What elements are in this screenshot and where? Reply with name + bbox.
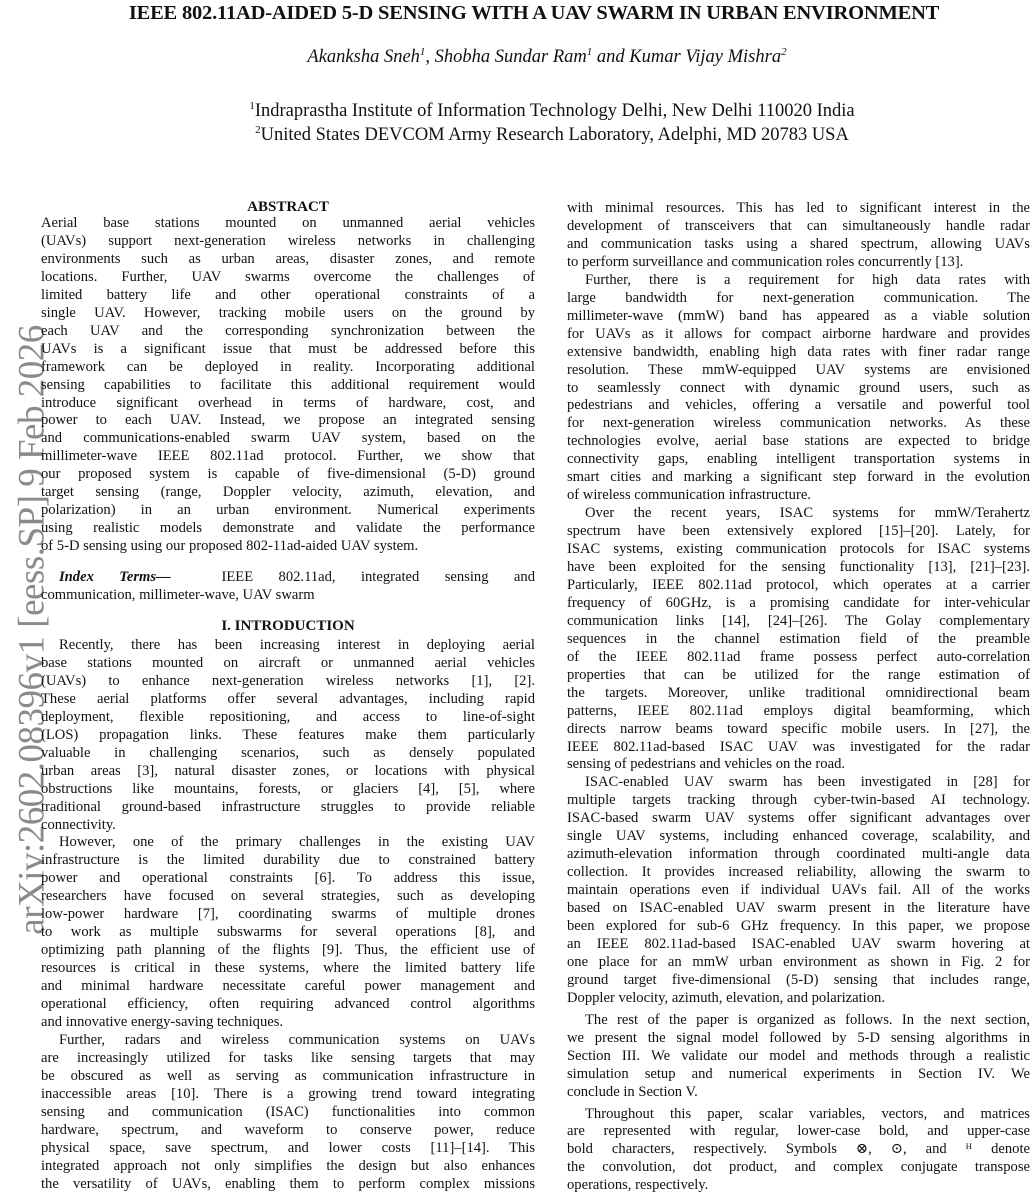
text-line: bold characters, respectively. Symbols ⊗, ⊙, and ᴴ denote xyxy=(567,1141,1030,1158)
text-line: to perform surveillance and communication roles concurrently [13]. xyxy=(567,253,964,270)
text-line: operations, respectively. xyxy=(567,1177,709,1194)
text-line: are increasingly utilized for tasks like sensing targets that may xyxy=(41,1049,535,1066)
text-line: development of transceivers that can simultaneously handle radar xyxy=(567,217,1030,234)
text-line: and communications-enabled swarm UAV system, based on the xyxy=(41,430,535,447)
text-line: introduce significant overhead in terms of hardware, cost, and xyxy=(41,394,535,411)
text-line: Over the recent years, ISAC systems for mmW/Terahertz xyxy=(585,505,1030,522)
text-line: and communication tasks using a shared spectrum, allowing UAVs xyxy=(567,235,1030,252)
text-line: and innovative energy-saving techniques. xyxy=(41,1013,284,1030)
paper-title: IEEE 802.11AD-AIDED 5-D SENSING WITH A UAV SWARM IN URBAN ENVIRONMENT xyxy=(128,2,940,24)
text-line: valuable in challenging scenarios, such as densely populated xyxy=(41,744,535,761)
text-line: frequency of 60GHz, is a promising candidate for inter-vehicular xyxy=(567,594,1030,611)
text-line: be obscured as well as serving as communication infrastructure in xyxy=(41,1067,535,1084)
text-line: sensing capabilities to facilitate this additional requirement would xyxy=(41,376,535,393)
author-affil-marker: 1 xyxy=(586,46,593,58)
text-line: with minimal resources. This has led to significant interest in the xyxy=(567,200,1030,216)
text-line: an IEEE 802.11ad-based ISAC-enabled UAV swarm hovering at xyxy=(567,935,1030,952)
text-line: environments such as urban areas, disaster zones, and remote xyxy=(41,250,535,267)
text-line: and minimal hardware necessitate careful power management and xyxy=(41,978,535,995)
text-line: ISAC-enabled UAV swarm has been investigated in [28] for xyxy=(585,774,1030,791)
text-line: directs narrow beams toward specific mobile users. In [27], the xyxy=(567,720,1030,737)
text-line: Section III. We validate our model and methods through a realistic xyxy=(567,1047,1030,1064)
text-line: technologies evolve, aerial base stations are expected to bridge xyxy=(567,433,1030,450)
text-line: sequences in the channel estimation field of the preamble xyxy=(567,630,1030,647)
text-line: optimizing path planning of the flights [9]. Thus, the efficient use of xyxy=(41,942,535,959)
author-affil-marker: 1 xyxy=(419,46,426,58)
text-line: single UAV systems, including enhanced coverage, scalability, and xyxy=(567,828,1030,845)
text-line: using realistic models demonstrate and validate the performance xyxy=(41,520,535,537)
text-line: to seamlessly connect with dynamic ground users, such as xyxy=(567,379,1030,396)
text-line: ISAC systems, existing communication protocols for ISAC systems xyxy=(567,541,1030,558)
text-line: multiple targets tracking through cyber-twin-based AI technology. xyxy=(567,792,1030,809)
text-line: The rest of the paper is organized as follows. In the next section, xyxy=(585,1011,1030,1028)
text-line: conclude in Section V. xyxy=(567,1083,698,1100)
affiliation-marker: 1 xyxy=(249,100,255,112)
text-line: the targets. Moreover, unlike traditional omnidirectional beam xyxy=(567,684,1030,701)
section-heading-introduction: I. INTRODUCTION xyxy=(221,618,355,634)
text-line: deployment, flexible repositioning, and access to line-of-sight xyxy=(41,708,535,725)
text-line: power to each UAV. Instead, we propose an integrated sensing xyxy=(41,412,535,429)
text-line: connectivity. xyxy=(41,816,116,833)
text-line: of wireless communication infrastructure. xyxy=(567,487,811,504)
text-line: collection. It provides increased reliability, allowing the swarm to xyxy=(567,864,1030,881)
text-line: the versatility of UAVs, enabling them to perform complex missions xyxy=(41,1175,535,1192)
text-line: of the IEEE 802.11ad frame possess perfect auto-correlation xyxy=(567,648,1030,665)
author-affil-marker: 2 xyxy=(781,46,787,58)
text-line: hardware, spectrum, and waveform to conserve power, reduce xyxy=(41,1121,535,1138)
text-line: we present the signal model followed by 5-D sensing algorithms in xyxy=(567,1029,1030,1046)
text-line: Aerial base stations mounted on unmanned aerial vehicles xyxy=(41,215,535,231)
left-column xyxy=(41,0,535,1200)
text-line: framework can be deployed in reality. Incorporating additional xyxy=(41,358,535,375)
text-line: inaccessible areas [10]. There is a growing trend toward integrating xyxy=(41,1085,535,1102)
text-line: have been exploited for the sensing functionality [13], [21]–[23]. xyxy=(567,559,1030,575)
arxiv-identifier: arXiv:2602.08396v1 [eess.SP] 9 Feb 2026 xyxy=(11,325,53,935)
text-line: low-power hardware [7], coordinating swarms of multiple drones xyxy=(41,906,535,923)
author-separator: , xyxy=(425,47,435,68)
text-line: However, one of the primary challenges in the existing UAV xyxy=(59,834,535,851)
text-line: to work as multiple subswarms for several operations [8], and xyxy=(41,924,535,941)
text-line: locations. Further, UAV swarms overcome the challenges of xyxy=(41,268,535,285)
text-line: of 5-D sensing using our proposed 802-11ad-aided UAV system. xyxy=(41,538,419,555)
text-line: large bandwidth for next-generation communication. The xyxy=(567,289,1030,306)
text-line: (UAVs) to enhance next-generation wireless networks [1], [2]. xyxy=(41,672,535,689)
text-line: been explored for sub-6 GHz frequency. In this paper, we propose xyxy=(567,918,1030,934)
text-line: patterns, IEEE 802.11ad employs digital beamforming, which xyxy=(567,702,1030,719)
text-line: ISAC-based swarm UAV systems offer significant advantages over xyxy=(567,810,1030,827)
right-column xyxy=(567,0,1030,1200)
text-line: target sensing (range, Doppler velocity, azimuth, elevation, and xyxy=(41,484,535,501)
text-line: infrastructure is the limited durability due to constrained battery xyxy=(41,852,535,869)
author-name: Akanksha Sneh xyxy=(307,47,420,68)
text-line: Particularly, IEEE 802.11ad protocol, which operates at a carrier xyxy=(567,576,1030,593)
text-line: based on ISAC-enabled UAV swarm present in the literature have xyxy=(567,900,1030,917)
text-line: UAVs is a significant issue that must be addressed before this xyxy=(41,340,535,357)
text-line: one place for an mmW urban environment as shown in Fig. 2 for xyxy=(567,953,1030,970)
text-line: for next-generation wireless communication networks. As these xyxy=(567,415,1030,432)
text-line: azimuth-elevation information through coordinated multi-angle data xyxy=(567,846,1030,863)
text-line: sensing of pedestrians and vehicles on the road. xyxy=(567,756,846,773)
text-line: resources is critical in these systems, where the limited battery life xyxy=(41,960,535,977)
text-line: the convolution, dot product, and complex conjugate transpose xyxy=(567,1159,1030,1176)
text-line: obstructions like mountains, forests, or glaciers [4], [5], where xyxy=(41,780,535,797)
text-line: Further, there is a requirement for high data rates with xyxy=(585,271,1030,288)
text-line: properties that can be utilized for the range estimation of xyxy=(567,666,1030,683)
text-line: operational efficiency, often requiring advanced control algorithms xyxy=(41,996,535,1012)
text-line: single UAV. However, tracking mobile users on the ground by xyxy=(41,304,535,321)
text-line: resolution. These mmW-equipped UAV systems are envisioned xyxy=(567,361,1030,378)
affiliation-text: United States DEVCOM Army Research Laboratory, Adelphi, MD 20783 USA xyxy=(260,125,849,146)
text-line: pedestrians and vehicles, offering a versatile and powerful tool xyxy=(567,397,1030,414)
index-terms-text: IEEE 802.11ad, integrated sensing and xyxy=(221,569,535,585)
text-line: smart cities and marking a significant step forward in the evolution xyxy=(567,469,1030,486)
abstract-heading: ABSTRACT xyxy=(247,199,329,215)
affiliation-marker: 2 xyxy=(255,124,261,136)
text-line: (LOS) propagation links. These features make them particularly xyxy=(41,726,535,743)
text-line: limited battery life and other operational constraints of a xyxy=(41,286,535,303)
text-line: traditional ground-based infrastructure struggles to provide reliable xyxy=(41,798,535,815)
text-line: ground target five-dimensional (5-D) sensing that includes range, xyxy=(567,971,1030,988)
text-line: spectrum have been extensively explored [15]–[20]. Lately, for xyxy=(567,523,1030,540)
text-line: urban areas [3], natural disaster zones, or locations with physical xyxy=(41,762,535,779)
text-line: These aerial platforms offer several advantages, including rapid xyxy=(41,690,535,707)
text-line: power and operational constraints [6]. To address this issue, xyxy=(41,870,535,887)
text-line: physical space, save spectrum, and lower costs [11]–[14]. This xyxy=(41,1139,535,1156)
author-separator: and xyxy=(592,47,630,68)
text-line: maintain operations even if individual UAVs fail. All of the works xyxy=(567,882,1030,899)
text-line: are represented with regular, lower-case bold, and upper-case xyxy=(567,1123,1030,1140)
text-line: our proposed system is capable of five-dimensional (5-D) ground xyxy=(41,466,535,483)
text-line: Further, radars and wireless communication systems on UAVs xyxy=(59,1031,535,1048)
text-line: integrated approach not only simplifies the design but also enhances xyxy=(41,1157,535,1174)
text-line: IEEE 802.11ad-based ISAC UAV was investigated for the radar xyxy=(567,738,1030,755)
text-line: Throughout this paper, scalar variables, vectors, and matrices xyxy=(585,1105,1030,1122)
text-line: communication links [14], [24]–[26]. The Golay complementary xyxy=(567,612,1030,629)
text-line: base stations mounted on aircraft or unmanned aerial vehicles xyxy=(41,654,535,671)
text-line: millimeter-wave (mmW) band has appeared as a viable solution xyxy=(567,307,1030,324)
index-terms-label: Index Terms— xyxy=(59,569,171,585)
index-terms-line: communication, millimeter-wave, UAV swarm xyxy=(41,587,315,603)
affiliation-text: Indraprastha Institute of Information Technology Delhi, New Delhi 110020 India xyxy=(254,101,855,122)
text-line: Recently, there has been increasing interest in deploying aerial xyxy=(59,637,535,653)
text-line: simulation setup and numerical experiments in Section IV. We xyxy=(567,1065,1030,1082)
text-line: connectivity gaps, enabling intelligent transportation systems in xyxy=(567,451,1030,468)
text-line: each UAV and the corresponding synchronization between the xyxy=(41,322,535,339)
text-line: millimeter-wave IEEE 802.11ad protocol. Further, we show that xyxy=(41,448,535,465)
text-line: polarization) in an urban environment. Numerical experiments xyxy=(41,502,535,519)
text-line: researchers have focused on several strategies, such as developing xyxy=(41,888,535,905)
author-name: Shobha Sundar Ram xyxy=(434,47,587,68)
index-terms-line xyxy=(41,569,535,587)
text-line: extensive bandwidth, enabling high data rates with finer radar range xyxy=(567,343,1030,360)
text-line: Doppler velocity, azimuth, elevation, and polarization. xyxy=(567,989,885,1006)
text-line: (UAVs) support next-generation wireless networks in challenging xyxy=(41,232,535,249)
text-line: for UAVs as it allows for compact airborne hardware and provides xyxy=(567,325,1030,342)
text-line: sensing and communication (ISAC) functionalities into common xyxy=(41,1103,535,1120)
author-name: Kumar Vijay Mishra xyxy=(629,47,782,68)
